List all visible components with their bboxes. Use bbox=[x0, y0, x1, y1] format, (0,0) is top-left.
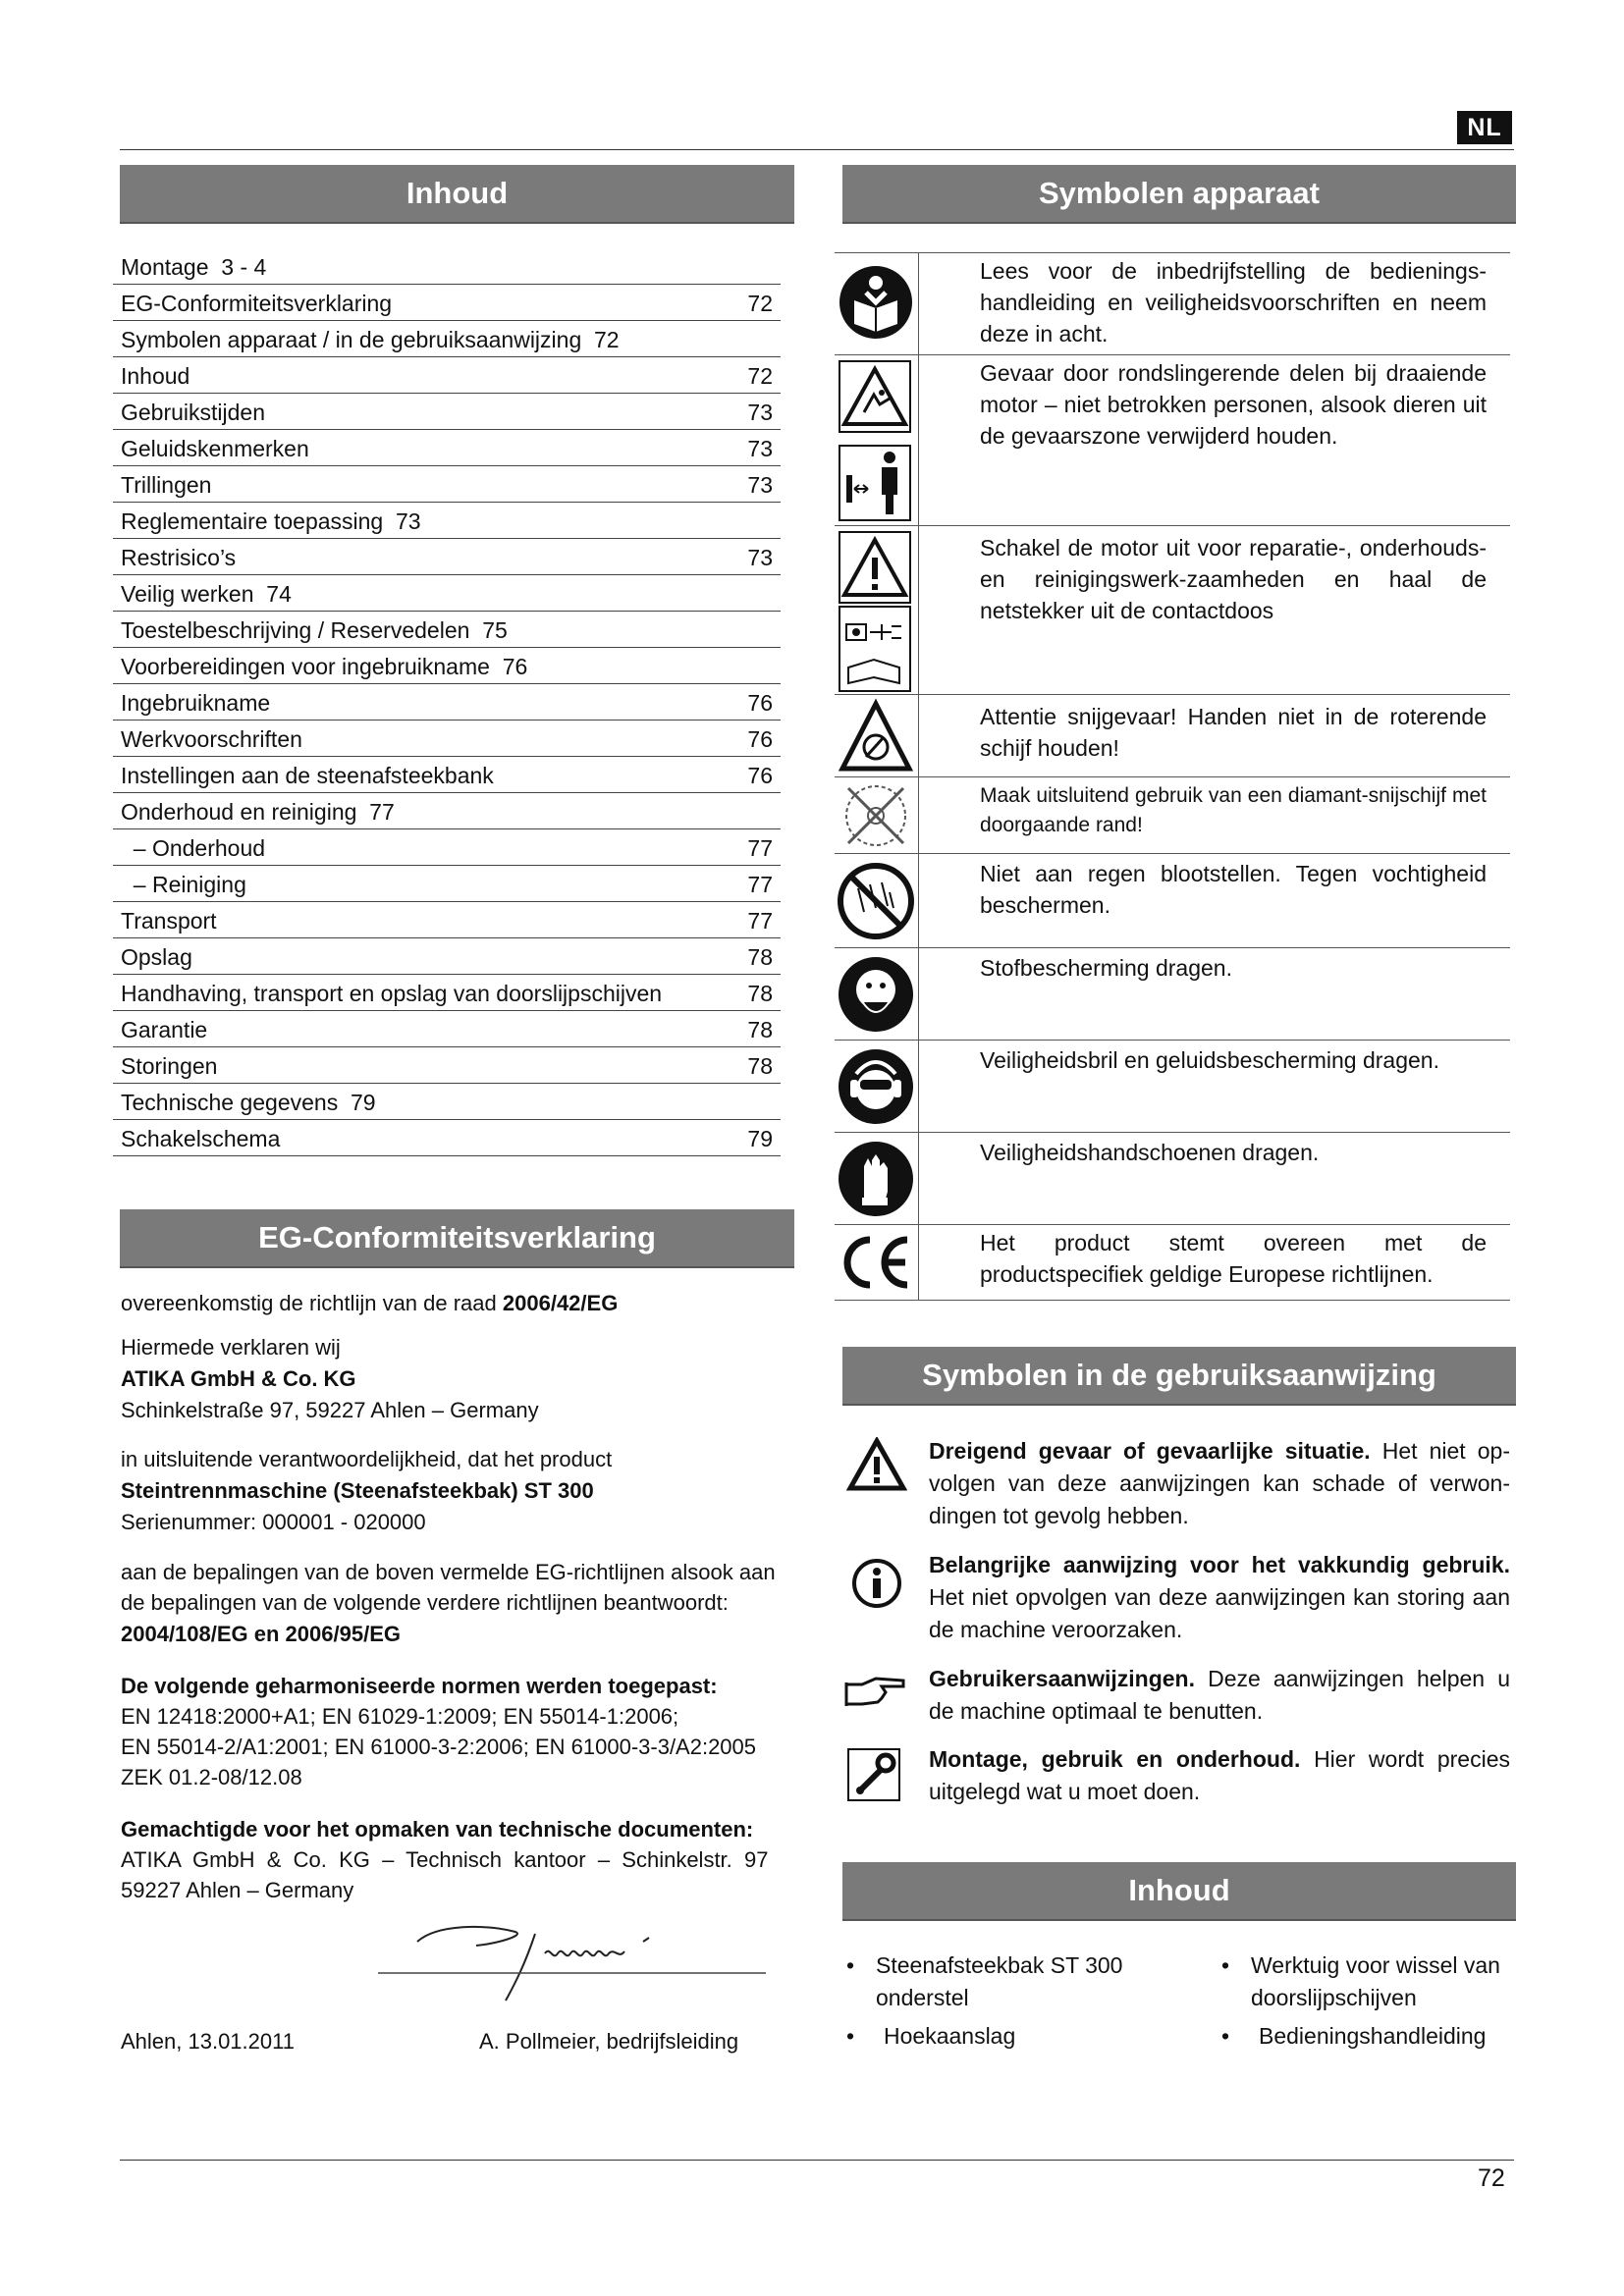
declaration-address: Schinkelstraße 97, 59227 Ahlen – Germany bbox=[121, 1398, 539, 1422]
info-icon bbox=[850, 1557, 903, 1610]
toc-label: Restrisico’s bbox=[121, 545, 237, 570]
cutting-hazard-icon bbox=[837, 698, 915, 774]
toc-page: 72 bbox=[747, 291, 773, 316]
toc-row bbox=[113, 575, 781, 612]
toc-row bbox=[113, 539, 781, 575]
toc-page: 78 bbox=[747, 1053, 773, 1079]
toc-list bbox=[113, 248, 781, 1156]
symbol-text: Lees voor de inbedrijfstelling de bedienings-handleiding en veiligheidsvoorschriften en neem deze in acht. bbox=[980, 258, 1487, 347]
toc-label: Ingebruikname bbox=[121, 690, 271, 716]
authorized-line-2: 59227 Ahlen – Germany bbox=[121, 1878, 354, 1902]
no-rain-icon bbox=[837, 859, 915, 943]
toc-row bbox=[113, 757, 781, 793]
toc-label: Garantie bbox=[121, 1017, 208, 1042]
declaration-company: ATIKA GmbH & Co. KG bbox=[121, 1366, 356, 1391]
toc-row bbox=[113, 430, 781, 466]
language-badge: NL bbox=[1457, 111, 1512, 144]
symbol-text: Schakel de motor uit voor reparatie-, onderhouds- en reinigingswerk-zaamheden en haal de netstekker uit de contactdoos bbox=[980, 535, 1487, 623]
toc-row bbox=[113, 1084, 781, 1120]
directive-prefix: overeenkomstig de richtlijn van de raad bbox=[121, 1291, 503, 1315]
toc-page: 73 bbox=[747, 545, 773, 570]
guide-text bbox=[929, 1663, 1510, 1728]
declaration-serial: Serienummer: 000001 - 020000 bbox=[121, 1510, 426, 1534]
toc-page: 73 bbox=[747, 472, 773, 498]
guide-text-bold: Dreigend gevaar of gevaarlijke situatie. bbox=[929, 1438, 1371, 1464]
toc-page: 72 bbox=[747, 363, 773, 389]
toc-page: 78 bbox=[747, 1017, 773, 1042]
contents-item: • Werktuig voor wissel van doorslijpschijven bbox=[1218, 1949, 1512, 2014]
toc-row bbox=[113, 503, 781, 539]
toc-row bbox=[113, 1011, 781, 1047]
norms-title: De volgende geharmoniseerde normen werden toegepast: bbox=[121, 1674, 718, 1698]
pointing-hand-icon bbox=[842, 1673, 907, 1712]
toc-row bbox=[113, 975, 781, 1011]
toc-label: Symbolen apparaat / in de gebruiksaanwijzing 72 bbox=[121, 327, 620, 352]
signatory: A. Pollmeier, bedrijfsleiding bbox=[479, 2029, 739, 2054]
toc-page: 77 bbox=[747, 872, 773, 897]
manual-symbols-list bbox=[842, 1435, 1510, 1808]
toc-label: Reglementaire toepassing 73 bbox=[121, 508, 421, 534]
guide-text-body: Het niet opvolgen van deze aanwijzingen kan storing aan de machine veroorzaken. bbox=[929, 1584, 1510, 1642]
symbol-text: Maak uitsluitend gebruik van een diamant-snijschijf met doorgaande rand! bbox=[980, 784, 1487, 836]
toc-label: Voorbereidingen voor ingebruikname 76 bbox=[121, 654, 528, 679]
toc-label: Toestelbeschrijving / Reservedelen 75 bbox=[121, 617, 508, 643]
symbol-text: Gevaar door rondslingerende delen bij draaiende motor – niet betrokken personen, alsook dieren uit de gevaarszone verwijderd houden. bbox=[980, 360, 1487, 449]
device-symbols-heading: Symbolen apparaat bbox=[842, 165, 1516, 224]
read-manual-icon bbox=[837, 263, 915, 342]
toc-label: Instellingen aan de steenafsteekbank bbox=[121, 763, 494, 788]
declaration-directive bbox=[121, 1289, 798, 1318]
toc-label: – Reiniging bbox=[121, 872, 246, 897]
symbol-text: Attentie snijgevaar! Handen niet in de roterende schijf houden! bbox=[980, 704, 1487, 761]
toc-row bbox=[113, 612, 781, 648]
toc-label: Handhaving, transport en opslag van doorslijpschijven bbox=[121, 981, 663, 1006]
guide-row bbox=[842, 1663, 1510, 1735]
gloves-icon bbox=[837, 1137, 915, 1221]
guide-text-body: Deze aanwijzingen helpen u de machine optimaal te benutten. bbox=[929, 1666, 1510, 1724]
toc-row bbox=[113, 1047, 781, 1084]
symbol-row bbox=[835, 1040, 1510, 1133]
diamond-disc-only-icon bbox=[837, 780, 915, 851]
declaration-provisions-1: aan de bepalingen van de boven vermelde EG-richtlijnen alsook aan bbox=[121, 1560, 776, 1584]
guide-text-bold: Montage, gebruik en onderhoud. bbox=[929, 1746, 1301, 1772]
toc-row bbox=[113, 902, 781, 938]
toc-label: Geluidskenmerken bbox=[121, 436, 309, 461]
page-number: 72 bbox=[1478, 2164, 1505, 2192]
toc-row bbox=[113, 285, 781, 321]
ce-mark-icon bbox=[837, 1228, 915, 1297]
contents-item: • Hoekaanslag bbox=[842, 2020, 1147, 2053]
symbol-row bbox=[835, 1132, 1510, 1225]
toc-page: 78 bbox=[747, 981, 773, 1006]
toc-row bbox=[113, 466, 781, 503]
toc-label: Montage 3 - 4 bbox=[121, 254, 267, 280]
guide-text-bold: Belangrijke aanwijzing voor het vakkundig gebruik. bbox=[929, 1552, 1510, 1577]
toc-label: Onderhoud en reiniging 77 bbox=[121, 799, 395, 825]
toc-label: Opslag bbox=[121, 944, 192, 970]
unplug-warning-icon bbox=[837, 530, 915, 693]
symbol-row bbox=[835, 776, 1510, 854]
goggles-earmuffs-icon bbox=[837, 1044, 915, 1129]
toc-heading: Inhoud bbox=[120, 165, 794, 224]
toc-label: EG-Conformiteitsverklaring bbox=[121, 291, 393, 316]
contents-item: • Bedieningshandleiding bbox=[1218, 2020, 1512, 2053]
toc-page: 76 bbox=[747, 763, 773, 788]
toc-label: Technische gegevens 79 bbox=[121, 1090, 376, 1115]
symbol-text: Veiligheidshandschoenen dragen. bbox=[980, 1140, 1320, 1165]
symbol-text: Veiligheidsbril en geluidsbescherming dragen. bbox=[980, 1047, 1439, 1073]
guide-text bbox=[929, 1743, 1510, 1808]
norms-line-2: EN 55014-2/A1:2001; EN 61000-3-2:2006; EN 61000-3-3/A2:2005 bbox=[121, 1735, 757, 1759]
toc-row bbox=[113, 648, 781, 684]
device-symbols-table bbox=[835, 252, 1510, 1301]
declaration-directives: 2004/108/EG en 2006/95/EG bbox=[121, 1622, 401, 1646]
danger-triangle-icon bbox=[846, 1437, 907, 1492]
place-date: Ahlen, 13.01.2011 bbox=[121, 2029, 295, 2054]
toc-page: 76 bbox=[747, 726, 773, 752]
symbol-row bbox=[835, 354, 1510, 526]
toc-page: 73 bbox=[747, 400, 773, 425]
declaration-responsibility: in uitsluitende verantwoordelijkheid, dat het product bbox=[121, 1447, 613, 1471]
toc-row bbox=[113, 793, 781, 829]
contents-heading: Inhoud bbox=[842, 1862, 1516, 1921]
top-rule bbox=[120, 149, 1514, 150]
toc-label: Transport bbox=[121, 908, 217, 934]
guide-row bbox=[842, 1549, 1510, 1657]
toc-label: – Onderhoud bbox=[121, 835, 266, 861]
toc-row bbox=[113, 321, 781, 357]
toc-page: 78 bbox=[747, 944, 773, 970]
toc-page: 77 bbox=[747, 835, 773, 861]
toc-row bbox=[113, 1120, 781, 1156]
toc-label: Veilig werken 74 bbox=[121, 581, 292, 607]
toc-row bbox=[113, 394, 781, 430]
authorized-line-1: ATIKA GmbH & Co. KG – Technisch kantoor – Schinkelstr. 97 bbox=[121, 1847, 769, 1872]
guide-text-body: Het niet op-volgen van deze aanwijzingen kan schade of verwon-dingen tot gevolg hebben. bbox=[929, 1438, 1510, 1528]
toc-page: 73 bbox=[747, 436, 773, 461]
toc-row bbox=[113, 357, 781, 394]
symbol-text: Niet aan regen blootstellen. Tegen vochtigheid beschermen. bbox=[980, 861, 1487, 918]
symbol-row bbox=[835, 252, 1510, 355]
declaration-product: Steintrennmaschine (Steenafsteekbak) ST 300 bbox=[121, 1478, 594, 1503]
toc-label: Werkvoorschriften bbox=[121, 726, 302, 752]
declaration-hereby: Hiermede verklaren wij bbox=[121, 1335, 341, 1360]
toc-row bbox=[113, 248, 781, 285]
rotating-parts-warning-icon bbox=[837, 357, 915, 524]
dust-mask-icon bbox=[837, 952, 915, 1037]
toc-page: 79 bbox=[747, 1126, 773, 1151]
symbol-text: Het product stemt overeen met de productspecifiek geldige Europese richtlijnen. bbox=[980, 1230, 1487, 1287]
guide-text-body: Hier wordt precies uitgelegd wat u moet doen. bbox=[929, 1746, 1511, 1804]
declaration-heading: EG-Conformiteitsverklaring bbox=[120, 1209, 794, 1268]
contents-right-list bbox=[1218, 1949, 1512, 2053]
symbol-text: Stofbescherming dragen. bbox=[980, 955, 1232, 981]
norms-line-3: ZEK 01.2-08/12.08 bbox=[121, 1765, 302, 1789]
guide-text bbox=[929, 1435, 1510, 1532]
symbol-row bbox=[835, 947, 1510, 1041]
declaration-provisions-2: de bepalingen van de volgende verdere richtlijnen beantwoordt: bbox=[121, 1590, 729, 1615]
symbol-row bbox=[835, 694, 1510, 777]
toc-row bbox=[113, 866, 781, 902]
norms-line-1: EN 12418:2000+A1; EN 61029-1:2009; EN 55014-1:2006; bbox=[121, 1704, 679, 1729]
guide-text bbox=[929, 1549, 1510, 1646]
toc-row bbox=[113, 938, 781, 975]
manual-symbols-heading: Symbolen in de gebruiksaanwijzing bbox=[842, 1347, 1516, 1406]
toc-label: Gebruikstijden bbox=[121, 400, 266, 425]
toc-row bbox=[113, 721, 781, 757]
toc-page: 77 bbox=[747, 908, 773, 934]
contents-left-list bbox=[842, 1949, 1147, 2053]
directive-number: 2006/42/EG bbox=[502, 1291, 619, 1315]
toc-label: Storingen bbox=[121, 1053, 218, 1079]
toc-label: Trillingen bbox=[121, 472, 212, 498]
guide-text-bold: Gebruikersaanwijzingen. bbox=[929, 1666, 1195, 1691]
toc-page: 76 bbox=[747, 690, 773, 716]
symbol-row bbox=[835, 853, 1510, 948]
contents-item: • Steenafsteekbak ST 300 onderstel bbox=[842, 1949, 1147, 2014]
symbol-row bbox=[835, 1224, 1510, 1301]
guide-row bbox=[842, 1435, 1510, 1543]
signature-image bbox=[378, 1914, 771, 2012]
toc-label: Inhoud bbox=[121, 363, 190, 389]
toc-row bbox=[113, 829, 781, 866]
toc-row bbox=[113, 684, 781, 721]
wrench-icon bbox=[846, 1747, 901, 1802]
guide-row bbox=[842, 1743, 1510, 1816]
toc-label: Schakelschema bbox=[121, 1126, 281, 1151]
symbol-row bbox=[835, 525, 1510, 695]
bottom-rule bbox=[120, 2160, 1514, 2161]
authorized-title: Gemachtigde voor het opmaken van technische documenten: bbox=[121, 1817, 754, 1842]
